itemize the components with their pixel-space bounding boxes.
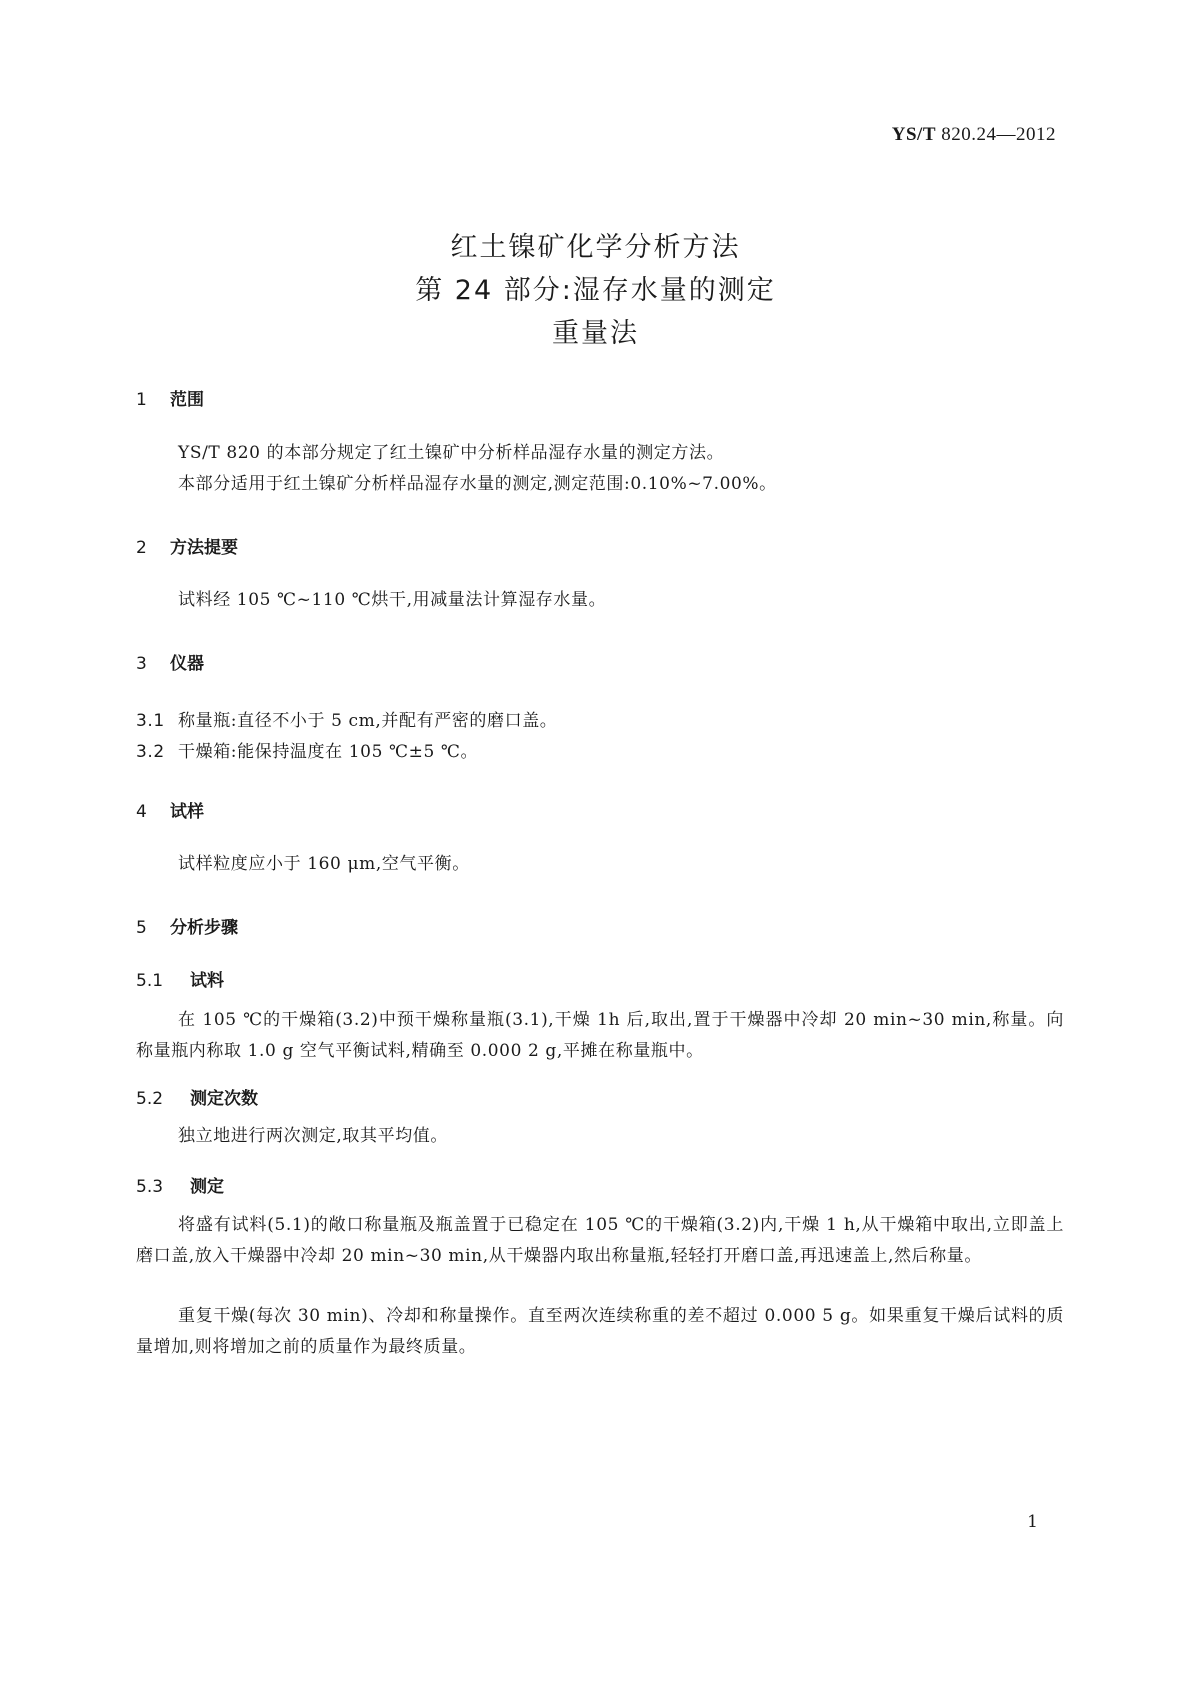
section-1-paragraph-1: YS/T 820 的本部分规定了红土镍矿中分析样品湿存水量的测定方法。 [178,443,725,463]
section-5-2-title: 测定次数 [190,1089,258,1109]
item-3-2-text: 干燥箱:能保持温度在 105 ℃±5 ℃。 [178,742,479,762]
section-4-paragraph-1: 试样粒度应小于 160 μm,空气平衡。 [178,854,470,874]
standard-code [892,124,1056,146]
section-5-1-heading [136,966,224,991]
section-2-number: 2 [136,538,147,558]
title-line-3: 重量法 [552,318,639,349]
section-1-number: 1 [136,390,147,410]
section-2-paragraph-1: 试料经 105 ℃~110 ℃烘干,用减量法计算湿存水量。 [178,590,607,610]
section-5-3-heading [136,1172,224,1197]
section-5-2-paragraph-1: 独立地进行两次测定,取其平均值。 [178,1126,449,1146]
section-5-number: 5 [136,918,147,938]
title-line-1: 红土镍矿化学分析方法 [450,232,741,263]
title-line-2: 第 24 部分:湿存水量的测定 [415,275,776,306]
section-3-item-1 [136,706,557,731]
section-3-title: 仪器 [170,654,204,674]
section-5-3-number: 5.3 [136,1177,164,1197]
section-3-heading [136,649,204,674]
section-5-2-heading [136,1084,258,1109]
section-3-item-2 [136,737,478,762]
section-4-title: 试样 [170,802,204,822]
section-5-2-number: 5.2 [136,1089,164,1109]
section-1-title: 范围 [170,390,204,410]
page-number: 1 [1027,1512,1038,1532]
section-4-number: 4 [136,802,147,822]
item-3-1-number: 3.1 [136,711,165,731]
section-5-1-title: 试料 [190,971,224,991]
section-5-1-paragraph-1: 在 105 ℃的干燥箱(3.2)中预干燥称量瓶(3.1),干燥 1h 后,取出,置于干燥器中冷却 20 min~30 min,称量。向称量瓶内称取 1.0 g 空气平衡试料,精确至 0.000 2 g,平摊在称量瓶中。 [136,1010,1064,1061]
standard-code-prefix: YS/T [891,124,936,145]
section-5-heading [136,913,238,938]
item-3-1-text: 称量瓶:直径不小于 5 cm,并配有严密的磨口盖。 [178,711,558,731]
document-title [0,226,1191,355]
section-2-heading [136,533,238,558]
standard-code-number: 820.24—2012 [941,124,1056,145]
section-3-number: 3 [136,654,147,674]
section-1-heading [136,385,204,410]
section-5-1-number: 5.1 [136,971,164,991]
item-3-2-number: 3.2 [136,742,165,762]
section-1-paragraph-2: 本部分适用于红土镍矿分析样品湿存水量的测定,测定范围:0.10%~7.00%。 [178,474,777,494]
section-5-3-title: 测定 [190,1177,224,1197]
section-5-title: 分析步骤 [170,918,238,938]
section-4-heading [136,797,204,822]
section-5-3-paragraph-1: 将盛有试料(5.1)的敞口称量瓶及瓶盖置于已稳定在 105 ℃的干燥箱(3.2)内,干燥 1 h,从干燥箱中取出,立即盖上磨口盖,放入干燥器中冷却 20 min~30 min,从干燥器内取出称量瓶,轻轻打开磨口盖,再迅速盖上,然后称量。 [136,1215,1064,1266]
section-2-title: 方法提要 [170,538,238,558]
section-5-3-paragraph-2: 重复干燥(每次 30 min)、冷却和称量操作。直至两次连续称重的差不超过 0.000 5 g。如果重复干燥后试料的质量增加,则将增加之前的质量作为最终质量。 [136,1306,1064,1357]
